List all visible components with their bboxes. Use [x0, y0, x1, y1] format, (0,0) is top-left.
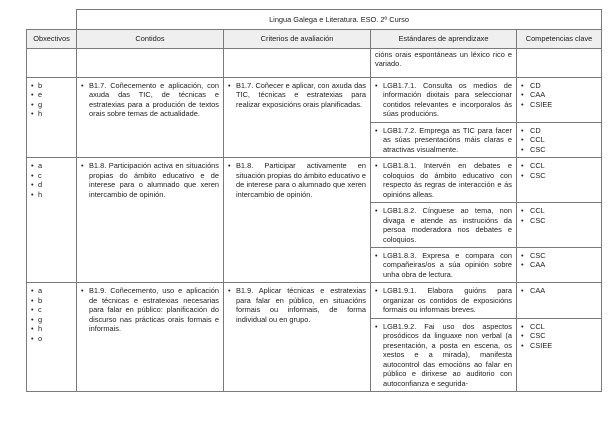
standard-cell	[371, 77, 517, 122]
competences-list	[521, 206, 597, 225]
standard-cell	[371, 247, 517, 282]
standard-text: • LGB1.8.3. Expresa e compara con compañeiras/os a súa opinión sobre unha obra de lectura.	[375, 251, 512, 279]
subject-header-row	[27, 10, 602, 30]
objectives-cell	[27, 283, 77, 392]
competence-item: • CD	[521, 126, 597, 135]
standard-cell	[371, 318, 517, 391]
standard-text: • LGB1.9.1. Elabora guións para organizar os contidos de exposicións formais ou informais breves.	[375, 286, 512, 314]
competence-item: • CD	[521, 81, 597, 90]
objective-item: • h	[31, 324, 72, 333]
standard-cell	[371, 158, 517, 203]
continuation-contents-cell	[77, 49, 224, 78]
criterion-cell	[224, 158, 371, 283]
column-header-standards: Estándares de aprendizaxe	[371, 30, 517, 49]
subject-title: Lingua Galega e Literatura. ESO. 2º Curso	[77, 10, 602, 30]
header-corner	[27, 10, 77, 30]
content-text: • B1.9. Coñecemento, uso e aplicación de técnicas e estratexias necesarias para falar en público: planificación do discurso nas prácticas orais formais e informais.	[81, 286, 219, 333]
competences-cell	[517, 203, 602, 248]
objective-item: • b	[31, 296, 72, 305]
continuation-row	[27, 49, 602, 78]
criterion-cell	[224, 283, 371, 392]
competence-item: • CAA	[521, 286, 597, 295]
standard-cell	[371, 283, 517, 318]
curriculum-table	[26, 9, 602, 392]
objective-item: • c	[31, 305, 72, 314]
objective-item: • o	[31, 334, 72, 343]
column-header-contents: Contidos	[77, 30, 224, 49]
criterion-text: • B1.9. Aplicar técnicas e estratexias para falar en público, en situacións formais ou informais, de forma individual ou en grupo.	[228, 286, 366, 324]
competence-item: • CAA	[521, 260, 597, 269]
standard-text: • LGB1.7.2. Emprega as TIC para facer as súas presentacións máis claras e atractivas visualmente.	[375, 126, 512, 154]
continuation-standard-text: cións orais espontáneas un léxico rico e variado.	[371, 49, 517, 78]
objective-item: • b	[31, 81, 72, 90]
competence-item: • CAA	[521, 90, 597, 99]
objectives-list	[31, 161, 72, 199]
content-text: • B1.7. Coñecemento e aplicación, con axuda das TIC, de técnicas e estratexias para a produción de textos orais sobre temas de actualidade.	[81, 81, 219, 119]
continuation-competences-cell	[517, 49, 602, 78]
competences-list	[521, 251, 597, 270]
competences-cell	[517, 283, 602, 318]
competence-item: • CCL	[521, 322, 597, 331]
standard-text: • LGB1.9.2. Fai uso dos aspectos prosódicos da linguaxe non verbal (a presentación, a posta en escena, os xestos e a mirada), manifesta autocontrol das emocións ao falar en público e dirixese ao auditorio con autoconfianza e segurida-	[375, 322, 512, 388]
column-header-objectives: Obxectivos	[27, 30, 77, 49]
competence-item: • CSC	[521, 251, 597, 260]
competence-item: • CSIEE	[521, 100, 597, 109]
competences-cell	[517, 122, 602, 157]
standard-text: • LGB1.8.1. Intervén en debates e coloquios do ámbito educativo con respecto ás regras de interacción e ás opinións alleas.	[375, 161, 512, 199]
competence-item: • CSC	[521, 145, 597, 154]
column-header-row	[27, 30, 602, 49]
competence-item: • CCL	[521, 161, 597, 170]
criterion-cell	[224, 77, 371, 157]
standard-row	[27, 77, 602, 122]
competences-cell	[517, 77, 602, 122]
content-text: • B1.8. Participación activa en situacións propias do ámbito educativo e de interese para o alumnado que xeren intercambio de opinión.	[81, 161, 219, 199]
criterion-text: • B1.7. Coñecer e aplicar, con axuda das TIC, técnicas e estratexias para realizar exposicións orais planificadas.	[228, 81, 366, 109]
competence-item: • CCL	[521, 135, 597, 144]
objective-item: • a	[31, 161, 72, 170]
column-header-competences: Competencias clave	[517, 30, 602, 49]
standard-row	[27, 158, 602, 203]
objectives-list	[31, 286, 72, 343]
standard-text: • LGB1.8.2. Cínguese ao tema, non divaga e atende as instrucións da persoa moderadora nos debates e coloquios.	[375, 206, 512, 244]
competence-item: • CSC	[521, 216, 597, 225]
competences-cell	[517, 318, 602, 391]
competences-list	[521, 161, 597, 180]
objective-item: • a	[31, 286, 72, 295]
objective-item: • d	[31, 180, 72, 189]
standard-text: • LGB1.7.1. Consulta os medios de información dixitais para seleccionar contidos relevantes e incorporalos ás súas producións.	[375, 81, 512, 119]
objective-item: • g	[31, 315, 72, 324]
objective-item: • c	[31, 171, 72, 180]
objective-item: • h	[31, 109, 72, 118]
competences-list	[521, 322, 597, 350]
competences-list	[521, 81, 597, 109]
competences-list	[521, 126, 597, 154]
continuation-objectives-cell	[27, 49, 77, 78]
competence-item: • CSC	[521, 331, 597, 340]
competences-cell	[517, 158, 602, 203]
competence-item: • CSC	[521, 171, 597, 180]
competence-item: • CCL	[521, 206, 597, 215]
objectives-cell	[27, 158, 77, 283]
continuation-criteria-cell	[224, 49, 371, 78]
content-cell	[77, 77, 224, 157]
competence-item: • CSIEE	[521, 341, 597, 350]
content-cell	[77, 158, 224, 283]
competences-cell	[517, 247, 602, 282]
competences-list	[521, 286, 597, 295]
content-cell	[77, 283, 224, 392]
objectives-list	[31, 81, 72, 119]
standard-cell	[371, 122, 517, 157]
criterion-text: • B1.8. Participar activamente en situación propias do ámbito educativo e de interese para o alumnado que xeren intercambio de opinión.	[228, 161, 366, 199]
standard-row	[27, 283, 602, 318]
column-header-criteria: Criterios de avaliación	[224, 30, 371, 49]
objective-item: • e	[31, 90, 72, 99]
objective-item: • g	[31, 100, 72, 109]
objectives-cell	[27, 77, 77, 157]
standard-cell	[371, 203, 517, 248]
objective-item: • h	[31, 190, 72, 199]
